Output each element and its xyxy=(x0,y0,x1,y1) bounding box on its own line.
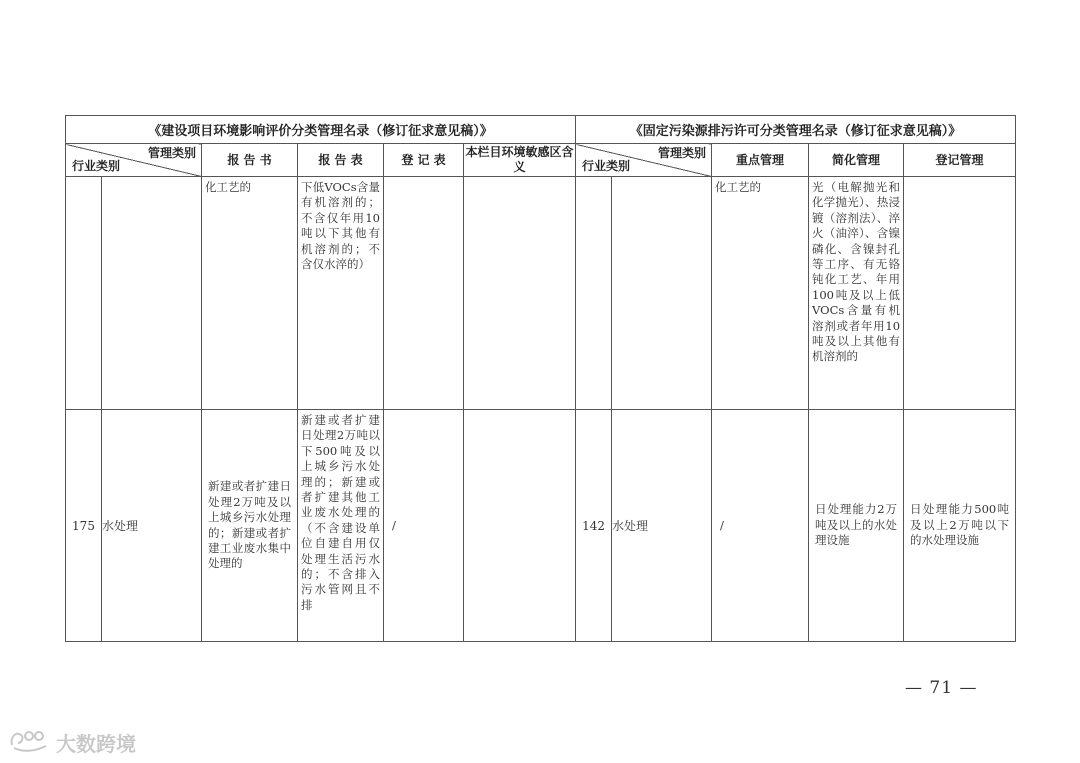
report-form-cell: 新建或者扩建日处理2万吨以下500吨及以上城乡污水处理的；新建或者扩建其他工业废水处理的（不含建设单位自建自用仅处理生活污水的；不含排入污水管网且不排 xyxy=(301,413,380,612)
registration-management-cell: 日处理能力500吨及以上2万吨以下的水处理设施 xyxy=(910,502,1010,548)
simplified-management-cell: 日处理能力2万吨及以上的水处理设施 xyxy=(815,502,898,548)
registration-management-cell xyxy=(904,177,1015,183)
header-simplified-management: 简化管理 xyxy=(809,144,904,177)
key-management-cell: / xyxy=(720,517,724,532)
page-number: — 71 — xyxy=(905,678,978,698)
header-report-form: 报 告 表 xyxy=(298,144,384,177)
right-row-number xyxy=(576,177,612,410)
header-registration-management: 登记管理 xyxy=(904,144,1016,177)
right-industry xyxy=(612,177,712,410)
header-registration-form: 登 记 表 xyxy=(384,144,464,177)
left-row-number: 175 xyxy=(66,410,102,642)
left-management-category-label: 管理类别 xyxy=(147,146,196,160)
header-key-management: 重点管理 xyxy=(712,144,809,177)
header-row xyxy=(66,144,1016,177)
brand-logo-icon xyxy=(8,727,52,757)
report-book-cell: 化工艺的 xyxy=(205,180,251,194)
left-diagonal-header xyxy=(66,144,202,177)
right-industry-category-label: 行业类别 xyxy=(582,159,631,173)
registration-form-cell: / xyxy=(392,517,396,532)
left-industry: 水处理 xyxy=(102,410,202,642)
catalog-comparison-table xyxy=(65,115,1016,642)
header-sensitive-area: 本栏目环境敏感区含义 xyxy=(464,144,576,177)
report-form-cell: 下低VOCs含量有机溶剂的；不含仅年用10吨以下其他有机溶剂的；不含仅水淬的） xyxy=(301,180,380,272)
watermark xyxy=(8,727,136,757)
sensitive-area-cell xyxy=(464,410,575,416)
sensitive-area-cell xyxy=(464,177,575,183)
title-row xyxy=(66,116,1016,144)
left-table-title: 《建设项目环境影响评价分类管理名录（修订征求意见稿）》 xyxy=(66,116,576,144)
left-industry xyxy=(102,177,202,410)
simplified-management-cell: 光（电解抛光和化学抛光）、热浸镀（溶剂法）、淬火（油淬）、含镍磷化、含镍封孔等工序、有无铬钝化工艺、年用100吨及以上低VOCs含量有机溶剂或者年用10吨及以上其他有机溶剂的 xyxy=(812,180,901,364)
table-row xyxy=(66,410,1016,642)
right-industry: 水处理 xyxy=(612,410,712,642)
key-management-cell: 化工艺的 xyxy=(715,180,762,194)
table-row xyxy=(66,177,1016,410)
left-industry-category-label: 行业类别 xyxy=(72,159,121,173)
left-row-number xyxy=(66,177,102,410)
right-table-title: 《固定污染源排污许可分类管理名录（修订征求意见稿）》 xyxy=(576,116,1016,144)
right-management-category-label: 管理类别 xyxy=(658,146,707,160)
right-diagonal-header xyxy=(576,144,712,177)
registration-form-cell xyxy=(384,177,463,183)
report-book-cell: 新建或者扩建日处理2万吨及以上城乡污水处理的；新建或者扩建工业废水集中处理的 xyxy=(208,479,291,571)
right-row-number: 142 xyxy=(576,410,612,642)
watermark-text: 大数跨境 xyxy=(56,731,136,756)
header-report-book: 报 告 书 xyxy=(202,144,298,177)
